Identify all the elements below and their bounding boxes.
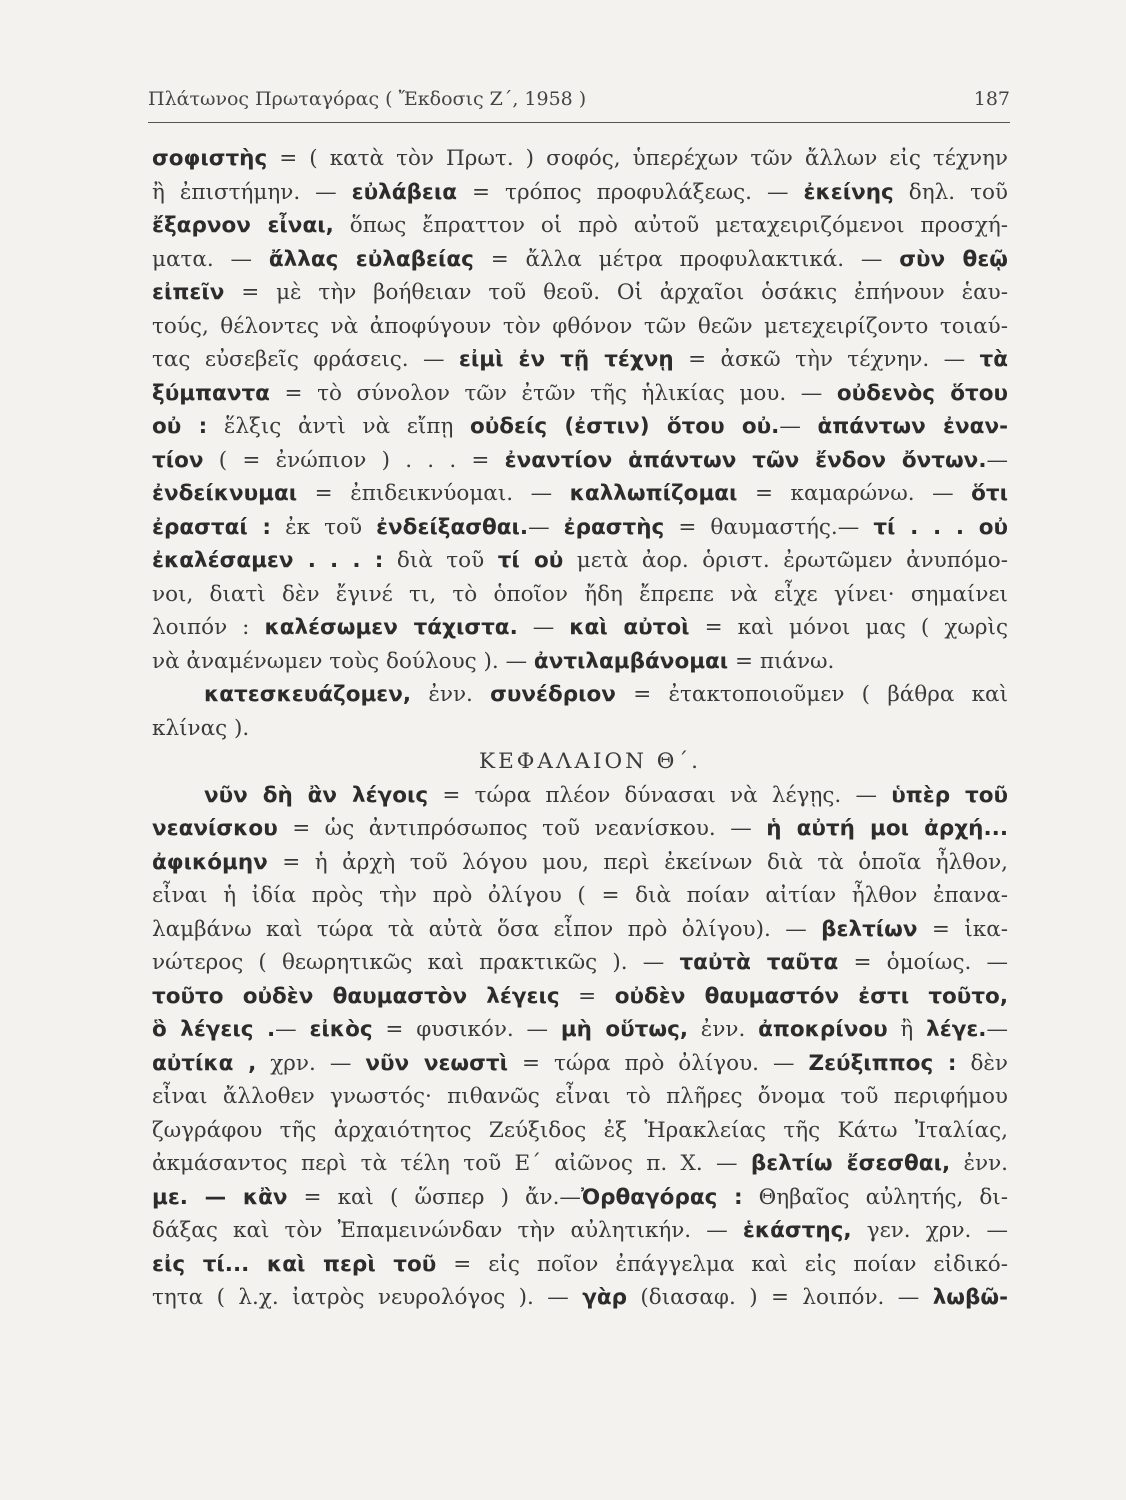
gloss-text: = μὲ τὴν βοήθειαν τοῦ θεοῦ. Οἱ ἀρχαῖοι ὁσάκις ἐπήνουν ἑαυ- — [224, 280, 1008, 305]
text-line — [152, 276, 1008, 310]
running-title: Πλάτωνος Πρωταγόρας ( Ἔκδοσις Ζ΄, 1958 ) — [148, 88, 587, 110]
gloss-text: ἕλξις ἀντὶ νὰ εἴπῃ — [207, 414, 470, 439]
gloss-text: ἐνν. — [688, 1017, 759, 1042]
lemma-term: ἑκάστης, — [742, 1218, 852, 1243]
text-line — [152, 544, 1008, 578]
lemma-term: ἀφικόμην — [152, 849, 268, 875]
gloss-text: ἢ — [887, 1017, 927, 1042]
gloss-text: λαμβάνω καὶ τώρα τὰ αὐτὰ ὅσα εἶπον πρὸ ὀλίγου). — — [152, 916, 822, 942]
gloss-text: ζωγράφου τῆς ἀρχαιότητος Ζεύξιδος ἐξ Ἡρακλείας τῆς Κάτω Ἰταλίας, — [152, 1117, 1008, 1143]
text-line — [152, 477, 1008, 511]
gloss-text: ( = ἐνώπιον ) . . . = — [203, 447, 505, 473]
gloss-text: χρν. — — [256, 1050, 366, 1076]
lemma-term: ὃ λέγεις . — [152, 1017, 276, 1042]
gloss-text: ὅπως ἔπραττον οἱ πρὸ αὐτοῦ μεταχειριζόμενοι προσχή- — [333, 213, 1008, 238]
text-line — [152, 846, 1008, 880]
gloss-text: — — [986, 1017, 1008, 1042]
gloss-text: γεν. χρν. — — [851, 1218, 1008, 1243]
lemma-term: γὰρ — [582, 1285, 628, 1310]
gloss-text: = ἱκα- — [917, 916, 1008, 942]
text-line — [152, 142, 1008, 176]
gloss-text: νὰ ἀναμένωμεν τοὺς δούλους ). — — [152, 648, 534, 674]
text-line — [152, 377, 1008, 411]
lemma-term: τί οὐ — [497, 548, 564, 573]
lemma-term: οὐδείς (ἐστιν) ὅτου οὐ. — [469, 414, 780, 439]
lemma-term: ἁπάντων ἐναν- — [817, 414, 1008, 439]
lemma-term: ἐκαλέσαμεν . . . : — [152, 548, 384, 573]
gloss-text: = τώρα πλέον δύνασαι νὰ λέγῃς. — — [428, 782, 892, 808]
lemma-term: τὰ — [979, 347, 1008, 372]
lemma-term: σὺν θεῷ — [899, 246, 1008, 272]
lemma-term: με. — — [152, 1184, 243, 1210]
lemma-term: εἰμὶ ἐν τῇ τέχνῃ — [458, 347, 674, 372]
lemma-term: καλλωπίζομαι — [569, 481, 738, 506]
lemma-term: ἐρασταί : — [152, 514, 272, 540]
gloss-text: = εἰς ποῖον ἐπάγγελμα καὶ εἰς ποίαν εἰδικό- — [436, 1251, 1008, 1277]
text-line — [152, 578, 1008, 612]
text-line — [152, 1147, 1008, 1181]
lemma-term: συνέδριον — [490, 682, 616, 707]
gloss-text: ἢ ἐπιστήμην. — — [152, 179, 352, 205]
lemma-term: ἡ αὐτή μοι ἀρχή... — [766, 816, 1008, 841]
lemma-term: ἔξαρνον εἶναι, — [152, 213, 334, 238]
lemma-term: λωβῶ- — [932, 1285, 1008, 1310]
lemma-term: ἄλλας εὐλαβείας — [268, 246, 474, 272]
gloss-text: = ἡ ἀρχὴ τοῦ λόγου μου, περὶ ἐκείνων διὰ τὰ ὁποῖα ἦλθον, — [267, 849, 1008, 875]
gloss-text: = πιάνω. — [728, 648, 835, 674]
text-line — [152, 1281, 1008, 1315]
text-line — [152, 1114, 1008, 1148]
lemma-term: εἰπεῖν — [152, 280, 225, 305]
lemma-term: ἐναντίον ἁπάντων τῶν ἔνδον ὄντων. — [504, 447, 987, 473]
gloss-text: εἶναι ἄλλοθεν γνωστός· πιθανῶς εἶναι τὸ πλῆρες ὄνομα τοῦ περιφήμου — [152, 1084, 1008, 1109]
text-line — [152, 1013, 1008, 1047]
lemma-term: ταὐτὰ ταῦτα — [679, 950, 839, 975]
gloss-text: = — [559, 983, 615, 1009]
lemma-term: βελτίω ἔσεσθαι, — [750, 1151, 951, 1176]
text-line — [152, 1214, 1008, 1248]
gloss-text: = τρόπος προφυλάξεως. — — [457, 179, 804, 205]
gloss-text: — — [528, 514, 564, 540]
lemma-term: κἂν — [242, 1184, 288, 1210]
gloss-text: = ἐτακτοποιοῦμεν ( βάθρα καὶ — [615, 682, 1008, 707]
text-body — [152, 142, 1008, 1315]
lemma-term: οὐδὲν θαυμαστόν ἐστι τοῦτο, — [614, 983, 1008, 1009]
gloss-text: = ἐπιδεικνύομαι. — — [297, 481, 570, 506]
text-line — [152, 176, 1008, 210]
lemma-term: οὐ : — [152, 414, 208, 439]
lemma-term: εἰκὸς — [309, 1017, 373, 1042]
gloss-text: ἐκ τοῦ — [271, 514, 377, 540]
gloss-text: λοιπόν : — [152, 615, 265, 640]
text-line — [152, 980, 1008, 1014]
lemma-term: λέγε. — [926, 1017, 987, 1042]
gloss-text: νοι, διατὶ δὲν ἔγινέ τι, τὸ ὁποῖον ἤδη ἔπρεπε νὰ εἶχε γίνει· σημαίνει — [152, 581, 1008, 607]
lemma-term: εἰς τί... καὶ περὶ τοῦ — [152, 1251, 437, 1277]
lemma-term: ὑπὲρ τοῦ — [891, 782, 1008, 808]
lemma-term: Ζεύξιππος : — [808, 1050, 957, 1076]
gloss-text: — — [275, 1017, 310, 1042]
gloss-text: = καὶ μόνοι μας ( χωρὶς — [689, 615, 1008, 640]
text-line — [152, 1248, 1008, 1282]
gloss-text: δάξας καὶ τὸν Ἐπαμεινώνδαν τὴν αὐλητικήν. — — [152, 1218, 743, 1243]
gloss-text: δὲν — [956, 1050, 1008, 1076]
gloss-text: — — [779, 414, 818, 439]
text-line — [152, 678, 1008, 712]
gloss-text: = φυσικόν. — — [372, 1017, 561, 1042]
lemma-term: ὅτι — [971, 481, 1008, 506]
text-line — [152, 779, 1008, 813]
lemma-term: νῦν νεωστὶ — [365, 1050, 508, 1076]
lemma-term: αὐτίκα , — [152, 1050, 257, 1076]
text-line — [152, 712, 1008, 746]
lemma-term: καὶ αὐτοὶ — [569, 615, 690, 640]
lemma-term: σοφιστὴς — [152, 146, 268, 171]
lemma-term: ἐνδείκνυμαι — [152, 481, 298, 506]
text-line — [152, 410, 1008, 444]
text-line — [152, 812, 1008, 846]
text-line — [152, 1047, 1008, 1081]
text-line — [152, 243, 1008, 277]
gloss-text: εἶναι ἡ ἰδία πρὸς τὴν πρὸ ὀλίγου ( = διὰ ποίαν αἰτίαν ἦλθον ἐπανα- — [152, 883, 1008, 908]
lemma-term: μὴ οὕτως, — [560, 1017, 688, 1042]
text-line — [152, 611, 1008, 645]
gloss-text: — — [517, 615, 570, 640]
gloss-text: ΚΕΦΑΛΑΙΟΝ Θ΄. — [479, 749, 701, 774]
lemma-term: ξύμπαντα — [152, 380, 270, 406]
gloss-text: = ἄλλα μέτρα προφυλακτικά. — — [473, 246, 900, 272]
lemma-term: οὐδενὸς ὅτου — [836, 380, 1008, 406]
text-line — [152, 879, 1008, 913]
gloss-text: ἀκμάσαντος περὶ τὰ τέλη τοῦ Ε΄ αἰῶνος π. Χ. — — [152, 1151, 751, 1176]
gloss-text: ἐνν. — [411, 682, 491, 707]
gloss-text: = καὶ ( ὥσπερ ) ἄν.— — [287, 1184, 581, 1210]
gloss-text: Θηβαῖος αὐλητής, δι- — [742, 1184, 1008, 1210]
gloss-text: (διασαφ. ) = λοιπόν. — — [627, 1285, 933, 1310]
gloss-text: = θαυμαστής.— — [664, 514, 874, 540]
gloss-text: τητα ( λ.χ. ἰατρὸς νευρολόγος ). — — [152, 1285, 583, 1310]
text-line — [152, 645, 1008, 679]
chapter-heading — [152, 745, 1008, 779]
gloss-text: = ὁμοίως. — — [838, 950, 1008, 975]
gloss-text: ἐνν. — [950, 1151, 1008, 1176]
lemma-term: κατεσκευάζομεν, — [204, 682, 412, 707]
gloss-text: νώτερος ( θεωρητικῶς καὶ πρακτικῶς ). — — [152, 950, 680, 975]
lemma-term: νεανίσκου — [152, 816, 278, 841]
gloss-text: = τώρα πρὸ ὀλίγου. — — [507, 1050, 809, 1076]
text-line — [152, 511, 1008, 545]
lemma-term: ἀντιλαμβάνομαι — [533, 648, 729, 674]
lemma-term: Ὀρθαγόρας : — [580, 1184, 743, 1210]
gloss-text: μετὰ ἀορ. ὁριστ. ἐρωτῶμεν ἀνυπόμο- — [563, 548, 1008, 573]
gloss-text: διὰ τοῦ — [383, 548, 498, 573]
text-line — [152, 444, 1008, 478]
text-line — [152, 913, 1008, 947]
gloss-text: = ( κατὰ τὸν Πρωτ. ) σοφός, ὑπερέχων τῶν ἄλλων εἰς τέχνην — [267, 146, 1008, 171]
lemma-term: ἐραστὴς — [563, 514, 665, 540]
text-line — [152, 343, 1008, 377]
gloss-text: = ἀσκῶ τὴν τέχνην. — — [673, 347, 980, 372]
gloss-text: κλίνας ). — [152, 715, 250, 741]
lemma-term: καλέσωμεν τάχιστα. — [264, 615, 518, 640]
lemma-term: ἐκείνης — [803, 179, 894, 205]
lemma-term: βελτίων — [821, 916, 918, 942]
gloss-text: ματα. — — [152, 246, 269, 272]
gloss-text: δηλ. τοῦ — [893, 179, 1008, 205]
lemma-term: τοῦτο οὐδὲν θαυμαστὸν λέγεις — [152, 983, 560, 1009]
gloss-text: = καμαρώνω. — — [737, 481, 972, 506]
gloss-text: = ὡς ἀντιπρόσωπος τοῦ νεανίσκου. — — [277, 816, 767, 841]
gloss-text: = τὸ σύνολον τῶν ἐτῶν τῆς ἡλικίας μου. — — [269, 380, 837, 406]
gloss-text: — — [986, 447, 1008, 473]
lemma-term: τίον — [152, 447, 204, 473]
text-line — [152, 1181, 1008, 1215]
text-line — [152, 310, 1008, 344]
text-line — [152, 1080, 1008, 1114]
lemma-term: νῦν δὴ ἂν λέγοις — [204, 782, 429, 808]
page-number: 187 — [973, 88, 1010, 110]
lemma-term: ἀποκρίνου — [758, 1017, 888, 1042]
lemma-term: εὐλάβεια — [351, 179, 458, 205]
lemma-term: τί . . . οὐ — [873, 514, 1008, 540]
gloss-text: τας εὐσεβεῖς φράσεις. — — [152, 347, 459, 372]
text-line — [152, 946, 1008, 980]
lemma-term: ἐνδείξασθαι. — [376, 514, 529, 540]
header-rule — [148, 122, 1010, 123]
text-line — [152, 209, 1008, 243]
gloss-text: τούς, θέλοντες νὰ ἀποφύγουν τὸν φθόνον τῶν θεῶν μετεχειρίζοντο τοιαύ- — [152, 313, 1008, 339]
